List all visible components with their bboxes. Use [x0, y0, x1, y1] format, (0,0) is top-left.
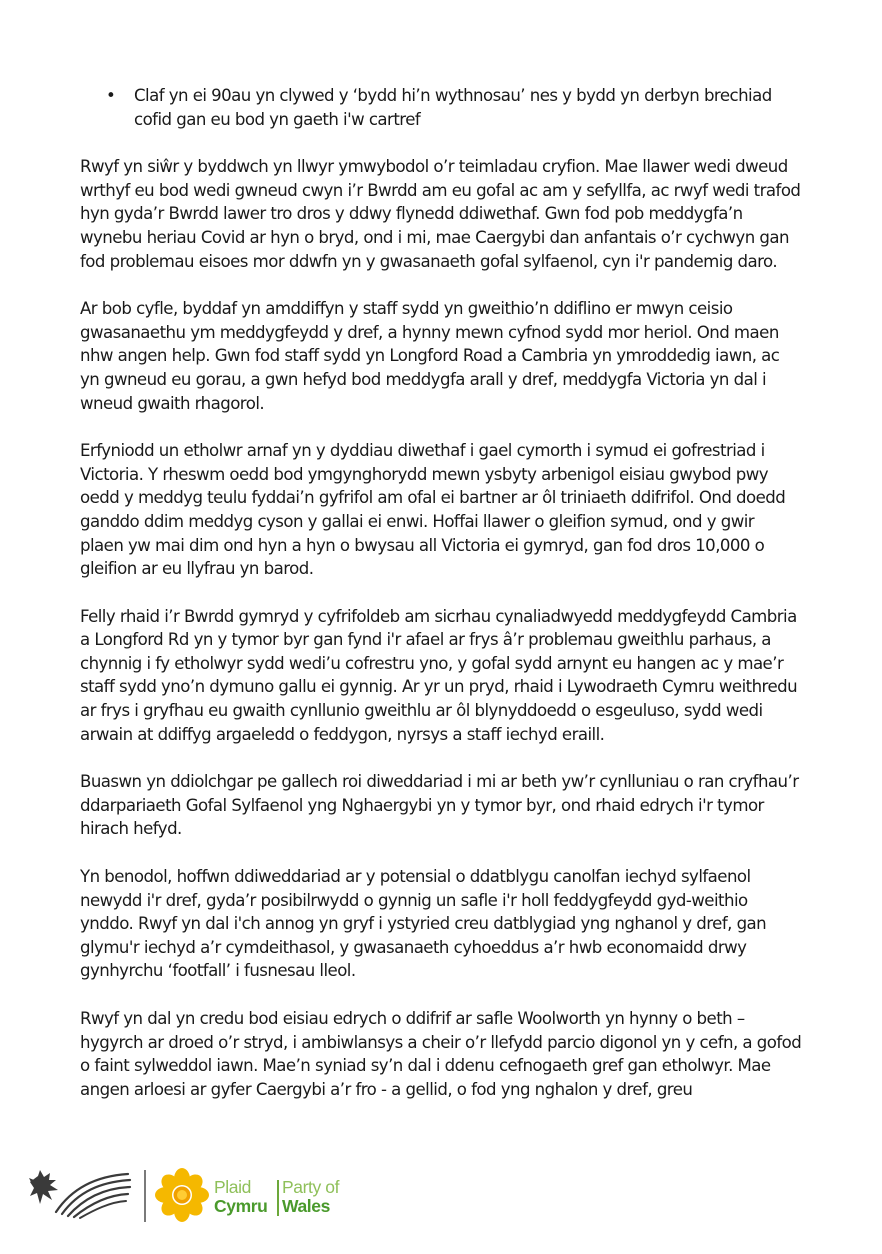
wordmark-english — [282, 1178, 339, 1216]
letter-body — [80, 84, 802, 1125]
paragraph-1: Rwyf yn siŵr y byddwch yn llwyr ymwybodol o’r teimladau cryfion. Mae llawer wedi dweud wrthyf eu bod wedi gwneud cwyn i’r Bwrdd am eu gofal ac am y sefyllfa, ac rwyf wedi trafod hyn gyda’r Bwrdd lawer tro dros y ddwy flynedd ddiwethaf. Gwn fod pob meddygfa’n wynebu heriau Covid ar hyn o bryd, ond i mi, mae Caergybi dan anfantais o’r cychwyn gan fod problemau eisoes mor ddwfn yn y gwasanaeth gofal sylfaenol, cyn i'r pandemig daro. — [80, 157, 801, 271]
wordmark-party-of: Party of — [282, 1177, 340, 1197]
bullet-text: Claf yn ei 90au yn clywed y ‘bydd hi’n wythnosau’ nes y bydd yn derbyn brechiad cofid gan eu bod yn gaeth i'w cartref — [134, 86, 772, 129]
paragraph-5: Buaswn yn ddiolchgar pe gallech roi diweddariad i mi ar beth yw’r cynlluniau o ran cryfhau’r ddarpariaeth Gofal Sylfaenol yng Nghaergybi yn y tymor byr, ond rhaid edrych i'r tymor hirach hefyd. — [80, 772, 799, 839]
bullet-marker: • — [106, 86, 116, 105]
paragraph-6: Yn benodol, hoffwn ddiweddariad ar y potensial o ddatblygu canolfan iechyd sylfaenol newydd i'r dref, gyda’r posibilrwydd o gynnig un safle i'r holl feddygfeydd gyd-weithio ynddo. Rwyf yn dal i'ch annog yn gryf i ystyried creu datblygiad yng nghanol y dref, gan glymu'r iechyd a’r cymdeithasol, y gwasanaeth cyhoeddus a’r hwb economaidd drwy gynhyrchu ‘footfall’ i fusnesau lleol. — [80, 867, 767, 981]
paragraph-4: Felly rhaid i’r Bwrdd gymryd y cyfrifoldeb am sicrhau cynaliadwyedd meddygfeydd Cambria a Longford Rd yn y tymor byr gan fynd i'r afael ar frys â’r problemau gweithlu parhaus, a chynnig i fy etholwyr sydd wedi’u cofrestru yno, y gofal sydd arnynt eu hangen ac y mae’r staff sydd yno’n dymuno gallu ei gynnig. Ar yr un pryd, rhaid i Lywodraeth Cymru weithredu ar frys i gryfhau eu gwaith cynllunio gweithlu ar ôl blynyddoedd o esgeuluso, sydd wedi arwain at ddiffyg argaeledd o feddygon, nyrsys a staff iechyd eraill. — [80, 606, 798, 744]
dragon-emblem-icon — [28, 1168, 132, 1220]
daffodil-icon — [155, 1168, 209, 1222]
paragraph-3: Erfyniodd un etholwr arnaf yn y dyddiau diwethaf i gael cymorth i symud ei gofrestriad i Victoria. Y rheswm oedd bod ymgynghorydd mewn ysbyty arbenigol eisiau gwybod pwy oedd y meddyg teulu fyddai’n gyfrifol am ofal ei bartner ar ôl triniaeth ddifrifol. Ond doedd ganddo ddim meddyg cyson y gallai ei enwi. Hoffai llawer o gleifion symud, ond y gwir plaen yw mai dim ond hyn a hyn o bwysau all Victoria ei gymryd, gan fod dros 10,000 o gleifion ar eu llyfrau yn barod. — [80, 441, 786, 579]
logo-divider — [144, 1170, 146, 1222]
paragraph-7: Rwyf yn dal yn credu bod eisiau edrych o ddifrif ar safle Woolworth yn hynny o beth – hygyrch ar droed o’r stryd, i ambiwlansys a cheir o’r llefydd parcio digonol yn y cefn, a gofod o faint sylweddol iawn. Mae’n syniad sy’n dal i ddenu cefnogaeth gref gan etholwyr. Mae angen arloesi ar gyfer Caergybi a’r fro - a gellid, o fod yng nghalon y dref, greu — [80, 1009, 802, 1099]
wordmark-divider — [277, 1180, 279, 1216]
wordmark-welsh — [214, 1178, 267, 1216]
wordmark-plaid: Plaid — [214, 1177, 251, 1197]
bullet-list-item — [80, 84, 802, 131]
wordmark-wales: Wales — [282, 1196, 330, 1216]
paragraph-2: Ar bob cyfle, byddaf yn amddiffyn y staff sydd yn gweithio’n ddiflino er mwyn ceisio gwasanaethu ym meddygfeydd y dref, a hynny mewn cyfnod sydd mor heriol. Ond maen nhw angen help. Gwn fod staff sydd yn Longford Road a Cambria yn ymroddedig iawn, ac yn gwneud eu gorau, a gwn hefyd bod meddygfa arall y dref, meddygfa Victoria yn dal i wneud gwaith rhagorol. — [80, 299, 780, 413]
footer-logo — [28, 1162, 368, 1226]
wordmark-cymru: Cymru — [214, 1196, 268, 1216]
